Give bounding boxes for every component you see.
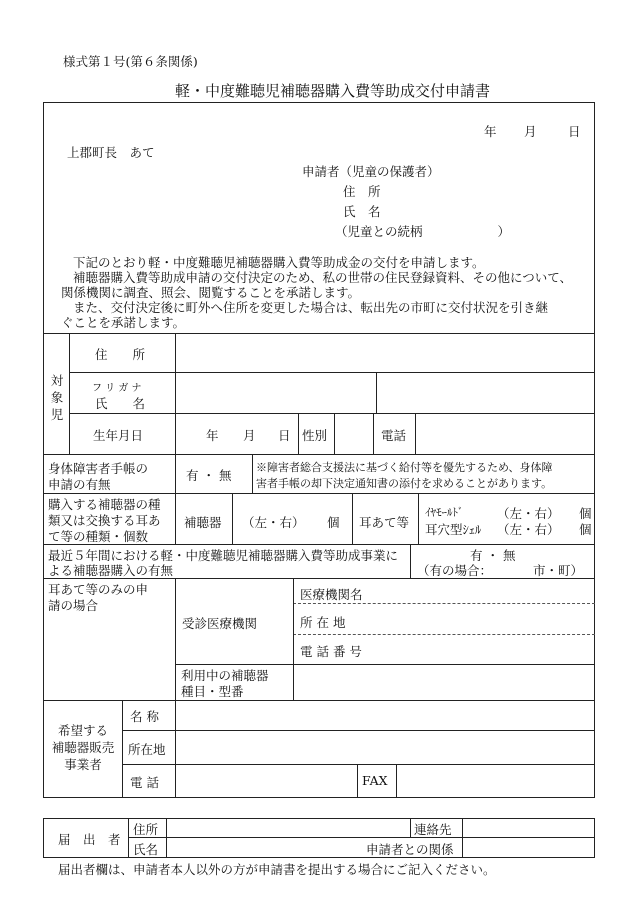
grid-line [122, 700, 123, 797]
grid-line [376, 372, 377, 413]
handbook-note: ※障害者総合支援法に基づく給付等を優先するため、身体障 [256, 461, 553, 474]
grid-line [122, 764, 595, 765]
earmold-type: ｲﾔﾓｰﾙﾄﾞ [425, 506, 464, 519]
dealer-section-label: 希望する 補聴器販売 事業者 [51, 723, 115, 772]
submitter-note: 届出者欄は、申請者本人以外の方が申請書を提出する場合にご記入ください。 [58, 862, 496, 877]
device-label: 類又は交換する耳あ [48, 513, 161, 528]
grid-line [69, 333, 70, 454]
handbook-label: 身体障害者手帳の [48, 461, 149, 476]
dealer-name-label: 名 称 [130, 709, 159, 724]
grid-line [415, 413, 416, 454]
grid-line [410, 818, 411, 838]
clinic-label: 受診医療機関 [182, 616, 258, 631]
dotted-line [293, 634, 595, 635]
form-number: 様式第１号(第６条関係) [63, 54, 198, 69]
frame-left [43, 102, 44, 798]
grid-line [69, 413, 595, 414]
grid-line [43, 454, 595, 455]
grid-line [232, 493, 233, 544]
current-aid-label: 種目・型番 [181, 684, 244, 699]
birth-year: 年 [206, 428, 219, 443]
grid-line [396, 764, 397, 797]
history-city: 市・町） [533, 563, 584, 578]
grid-line [175, 700, 176, 797]
handbook-choice[interactable]: 有 ・ 無 [186, 468, 232, 483]
grid-line [128, 837, 595, 838]
earmold-count: 個 [579, 522, 592, 537]
grid-line [334, 413, 335, 454]
frame-top [43, 102, 595, 103]
grid-line [43, 818, 595, 819]
furigana-label: フ リ ガ ナ [92, 383, 142, 394]
frame-bottom [43, 797, 595, 798]
clinic-address-label: 所 在 地 [300, 615, 346, 630]
hearing-aid-side[interactable]: （左・右） [242, 515, 305, 530]
grid-line [43, 857, 595, 858]
dealer-address-label: 所在地 [128, 742, 166, 757]
earmold-label: 耳あて等 [359, 515, 410, 530]
grid-line [175, 333, 176, 454]
grid-line [293, 578, 294, 700]
current-aid-label: 利用中の補聴器 [181, 668, 269, 683]
grid-line [298, 413, 299, 454]
handbook-label: 申請の有無 [48, 477, 111, 492]
date-day: 日 [568, 124, 581, 139]
birth-day: 日 [278, 428, 291, 443]
history-if-yes: （有の場合： [417, 563, 493, 578]
dealer-phone-label: 電 話 [130, 775, 159, 790]
grid-line [594, 818, 595, 858]
hearing-aid-count: 個 [327, 515, 340, 530]
consent-line: ぐことを承諾します。 [61, 315, 186, 330]
device-label: 購入する補聴器の種 [48, 497, 161, 512]
applicant-label: 申請者（児童の保護者） [302, 164, 440, 179]
grid-line [69, 372, 595, 373]
earmold-type: 耳穴型ｼｪﾙ [425, 522, 482, 537]
grid-line [410, 544, 411, 578]
grid-line [352, 493, 353, 544]
grid-line [357, 764, 358, 797]
grid-line [43, 333, 595, 334]
earmold-side[interactable]: （左・右） [497, 506, 560, 521]
date-year: 年 [484, 124, 497, 139]
earmold-side[interactable]: （左・右） [497, 522, 560, 537]
relation-label: （児童との続柄 ） [335, 224, 511, 239]
grid-line [373, 413, 374, 454]
submitter-relation-label: 申請者との関係 [366, 842, 454, 857]
submitter-contact-label: 連絡先 [414, 822, 452, 837]
applicant-name-label: 氏 名 [343, 204, 381, 219]
clinic-phone-label: 電 話 番 号 [300, 644, 362, 659]
applicant-address-label: 住 所 [343, 184, 381, 199]
grid-line [252, 454, 253, 493]
hearing-aid-label: 補聴器 [184, 515, 222, 530]
grid-line [122, 730, 595, 731]
dealer-fax-label: FAX [362, 773, 388, 788]
grid-line [43, 818, 44, 858]
history-label: 最近５年間における軽・中度難聴児補聴器購入費等助成事業に [48, 548, 399, 563]
consent-line: 下記のとおり軽・中度難聴児補聴器購入費等助成金の交付を申請します。 [73, 255, 485, 270]
submitter-label: 届 出 者 [58, 832, 121, 847]
child-address-label: 住 所 [95, 347, 146, 362]
consent-line: 関係機関に調査、照会、閲覧することを承諾します。 [61, 285, 361, 300]
grid-line [43, 493, 595, 494]
grid-line [418, 493, 419, 544]
submitter-name-label: 氏名 [133, 842, 159, 857]
earmold-only-label: 請の場合 [48, 598, 99, 613]
grid-line [43, 700, 595, 701]
page-title: 軽・中度難聴児補聴器購入費等助成交付申請書 [175, 82, 491, 100]
grid-line [175, 578, 176, 700]
date-month: 月 [524, 124, 537, 139]
addressee: 上郡町長 あて [67, 145, 155, 160]
earmold-only-label: 耳あて等のみの申 [48, 582, 149, 597]
grid-line [166, 818, 167, 858]
birth-month: 月 [243, 428, 256, 443]
phone-label: 電話 [381, 428, 407, 443]
grid-line [128, 818, 129, 858]
grid-line [175, 454, 176, 544]
child-name-label: 氏 名 [95, 396, 146, 411]
consent-line: また、交付決定後に町外へ住所を変更した場合は、転出先の市町に交付状況を引き継 [73, 300, 549, 315]
dotted-line [293, 603, 595, 604]
history-label: よる補聴器購入の有無 [48, 563, 174, 578]
child-section-label: 対 象 児 [50, 373, 64, 422]
handbook-note: 害者手帳の却下決定通知書の添付を求めることがあります。 [256, 477, 553, 490]
consent-line: 補聴器購入費等助成申請の交付決定のため、私の世帯の住民登録資料、その他について、 [73, 270, 573, 285]
device-label: て等の種類・個数 [48, 529, 149, 544]
gender-label: 性別 [302, 428, 328, 443]
history-choice[interactable]: 有 ・ 無 [470, 548, 516, 563]
clinic-name-label: 医療機関名 [300, 587, 363, 602]
submitter-address-label: 住所 [133, 822, 159, 837]
earmold-count: 個 [579, 506, 592, 521]
birthdate-label: 生年月日 [93, 428, 144, 443]
grid-line [175, 664, 595, 665]
grid-line [462, 818, 463, 858]
frame-right [594, 102, 595, 798]
